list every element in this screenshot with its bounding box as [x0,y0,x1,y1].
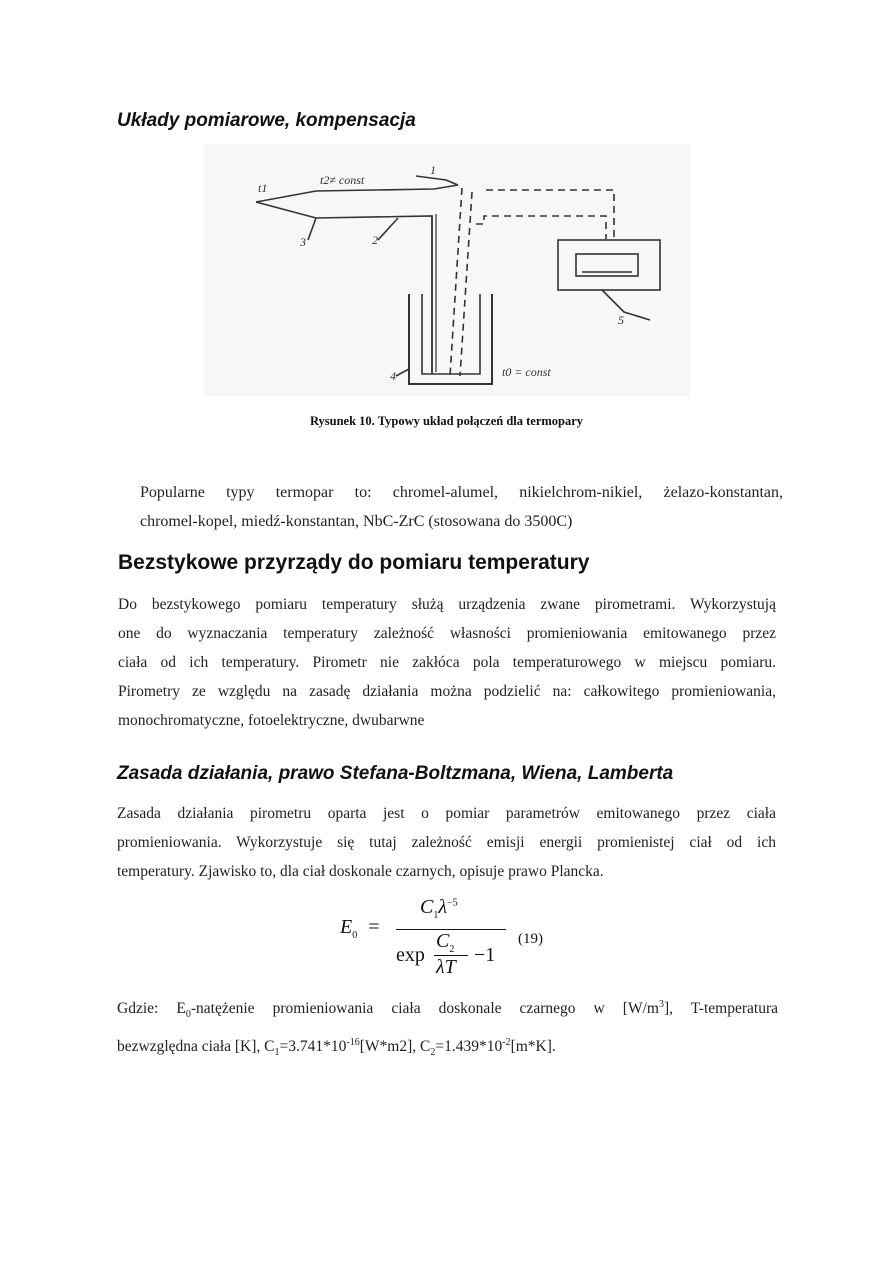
label-3: 3 [300,235,306,249]
paragraph-line: bezwzględna ciała [K], $C_1=3.741*10^{-16}[W*m2]$, $C_2=1.439*10^{-2}[m*K]$. [117,1036,556,1059]
paragraph-line: temperatury. Zjawisko to, dla ciał doskonale czarnych, opisuje prawo Plancka. [117,863,604,880]
meter-outer [558,240,660,290]
wire-lower [256,202,432,372]
section-title-measurement-systems: Układy pomiarowe, kompensacja [117,110,416,131]
label-1: 1 [430,163,436,177]
paragraph-line: Pirometry ze względu na zasadę działania można podzielić na: całkowitego promieniowania, [118,683,776,700]
label-t2: t2≠ const [320,173,365,187]
paragraph-line: Popularne typy termopar to: chromel-alumel, nikielchrom-nikiel, żelazo-konstantan, [140,484,783,501]
leader-2 [378,218,398,240]
paragraph-pyrometers [118,590,776,735]
leader-3 [308,218,316,240]
paragraph-line: monochromatyczne, fotoelektryczne, dwubarwne [118,712,425,729]
leader-5 [602,290,650,320]
planck-formula: $E_0$ = $C_1\lambda^{-5}$ exp $C_2$ λT −1 (19) [340,896,543,978]
leader-1 [416,176,458,185]
paragraph-definitions [117,990,778,1066]
figure-caption: Rysunek 10. Typowy układ połączeń dla termopary [309,414,584,428]
paragraph-line: ciała od ich temperatury. Pirometr nie zakłóca pola temperaturowego w miejscu pomiaru. [118,654,776,671]
paragraph-line: Do bezstykowego pomiaru temperatury służą urządzenia zwane pirometrami. Wykorzystują [118,596,776,613]
compensating-lead-2 [476,216,606,239]
compensating-lead-inner-2 [460,192,472,376]
wire-upper [256,185,458,202]
thermocouple-diagram [204,144,690,396]
compensating-lead-1 [486,190,614,239]
thermocouple-diagram-svg [204,144,690,396]
paragraph-line: Zasada działania pirometru oparta jest o pomiar parametrów emitowanego przez ciała [117,805,776,822]
paragraph-line: chromel-kopel, miedź-konstantan, NbC-ZrC (stosowana do 3500C) [140,513,573,530]
paragraph-thermocouple-types [140,478,783,536]
formula-lhs: $E_0$ = [340,916,380,941]
section-title-operating-principle: Zasada działania, prawo Stefana-Boltzmana, Wiena, Lamberta [117,763,674,784]
label-t0: t0 = const [502,365,551,379]
formula-numerator: $C_1\lambda^{-5}$ [420,896,458,921]
compensating-lead-inner [450,188,462,376]
section-title-contactless-instruments: Bezstykowe przyrządy do pomiaru temperatury [118,551,590,574]
formula-number: (19) [518,931,543,947]
label-5: 5 [618,313,624,327]
paragraph-line: one do wyznaczania temperatury zależność własności promieniowania emitowanego przez [118,625,776,642]
paragraph-line: Gdzie: $E_0$-natężenie promieniowania ciała doskonale czarnego w $[W/m^3]$, T-temperatura [117,998,778,1021]
paragraph-planck [117,799,776,886]
label-2: 2 [372,233,378,247]
label-4: 4 [390,369,396,383]
label-t1: t1 [258,181,268,195]
leader-4 [396,369,409,376]
paragraph-line: promieniowania. Wykorzystuje się tutaj zależność emisji energii promienistej ciał od ich [117,834,776,851]
